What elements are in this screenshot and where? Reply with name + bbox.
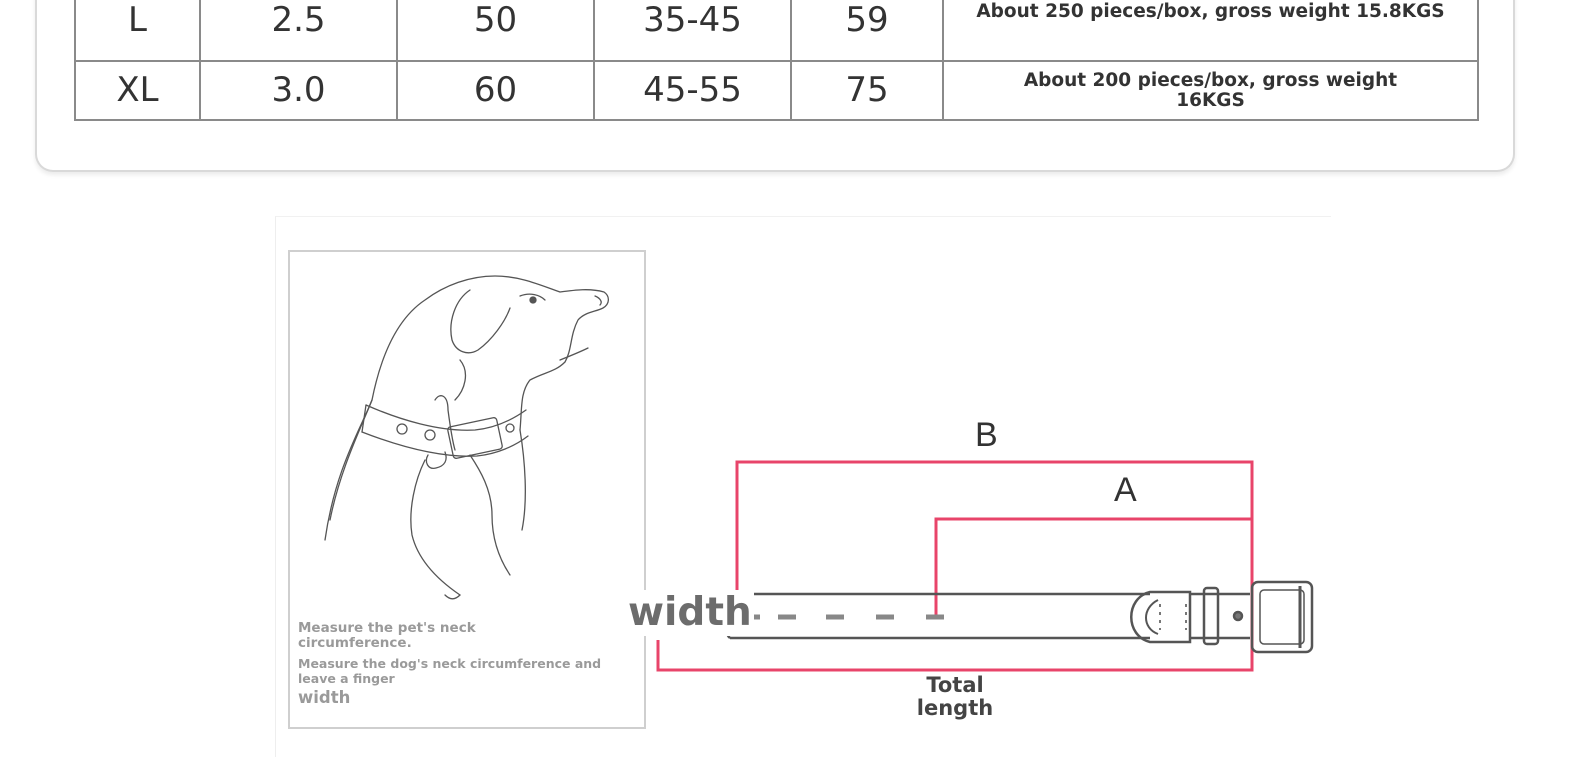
table-cell: 59 — [791, 0, 943, 61]
table-cell: 45-55 — [594, 61, 791, 120]
width-label: width — [628, 590, 752, 635]
size-cell: L — [75, 0, 200, 61]
total-length-label: Total length — [916, 673, 994, 720]
packing-note: About 250 pieces/box, gross weight 15.8KGS — [943, 0, 1478, 61]
caption-measure-neck: Measure the pet's neck circumference. — [298, 620, 476, 651]
table-cell: 75 — [791, 61, 943, 120]
dog-sketch-icon — [325, 276, 608, 599]
collar-strap-icon — [724, 582, 1312, 652]
table-cell: 2.5 — [200, 0, 397, 61]
table-cell: 35-45 — [594, 0, 791, 61]
caption-leave-finger: Measure the dog's neck circumference and leave a finger — [298, 656, 602, 686]
caption-width: width — [298, 688, 351, 707]
table-cell: 60 — [397, 61, 594, 120]
label-a: A — [1114, 471, 1137, 509]
table-cell: 50 — [397, 0, 594, 61]
label-b: B — [975, 416, 998, 454]
packing-note-text: About 200 pieces/box, gross weight 16KGS — [1023, 70, 1398, 111]
table-cell: 3.0 — [200, 61, 397, 120]
size-cell: XL — [75, 61, 200, 120]
